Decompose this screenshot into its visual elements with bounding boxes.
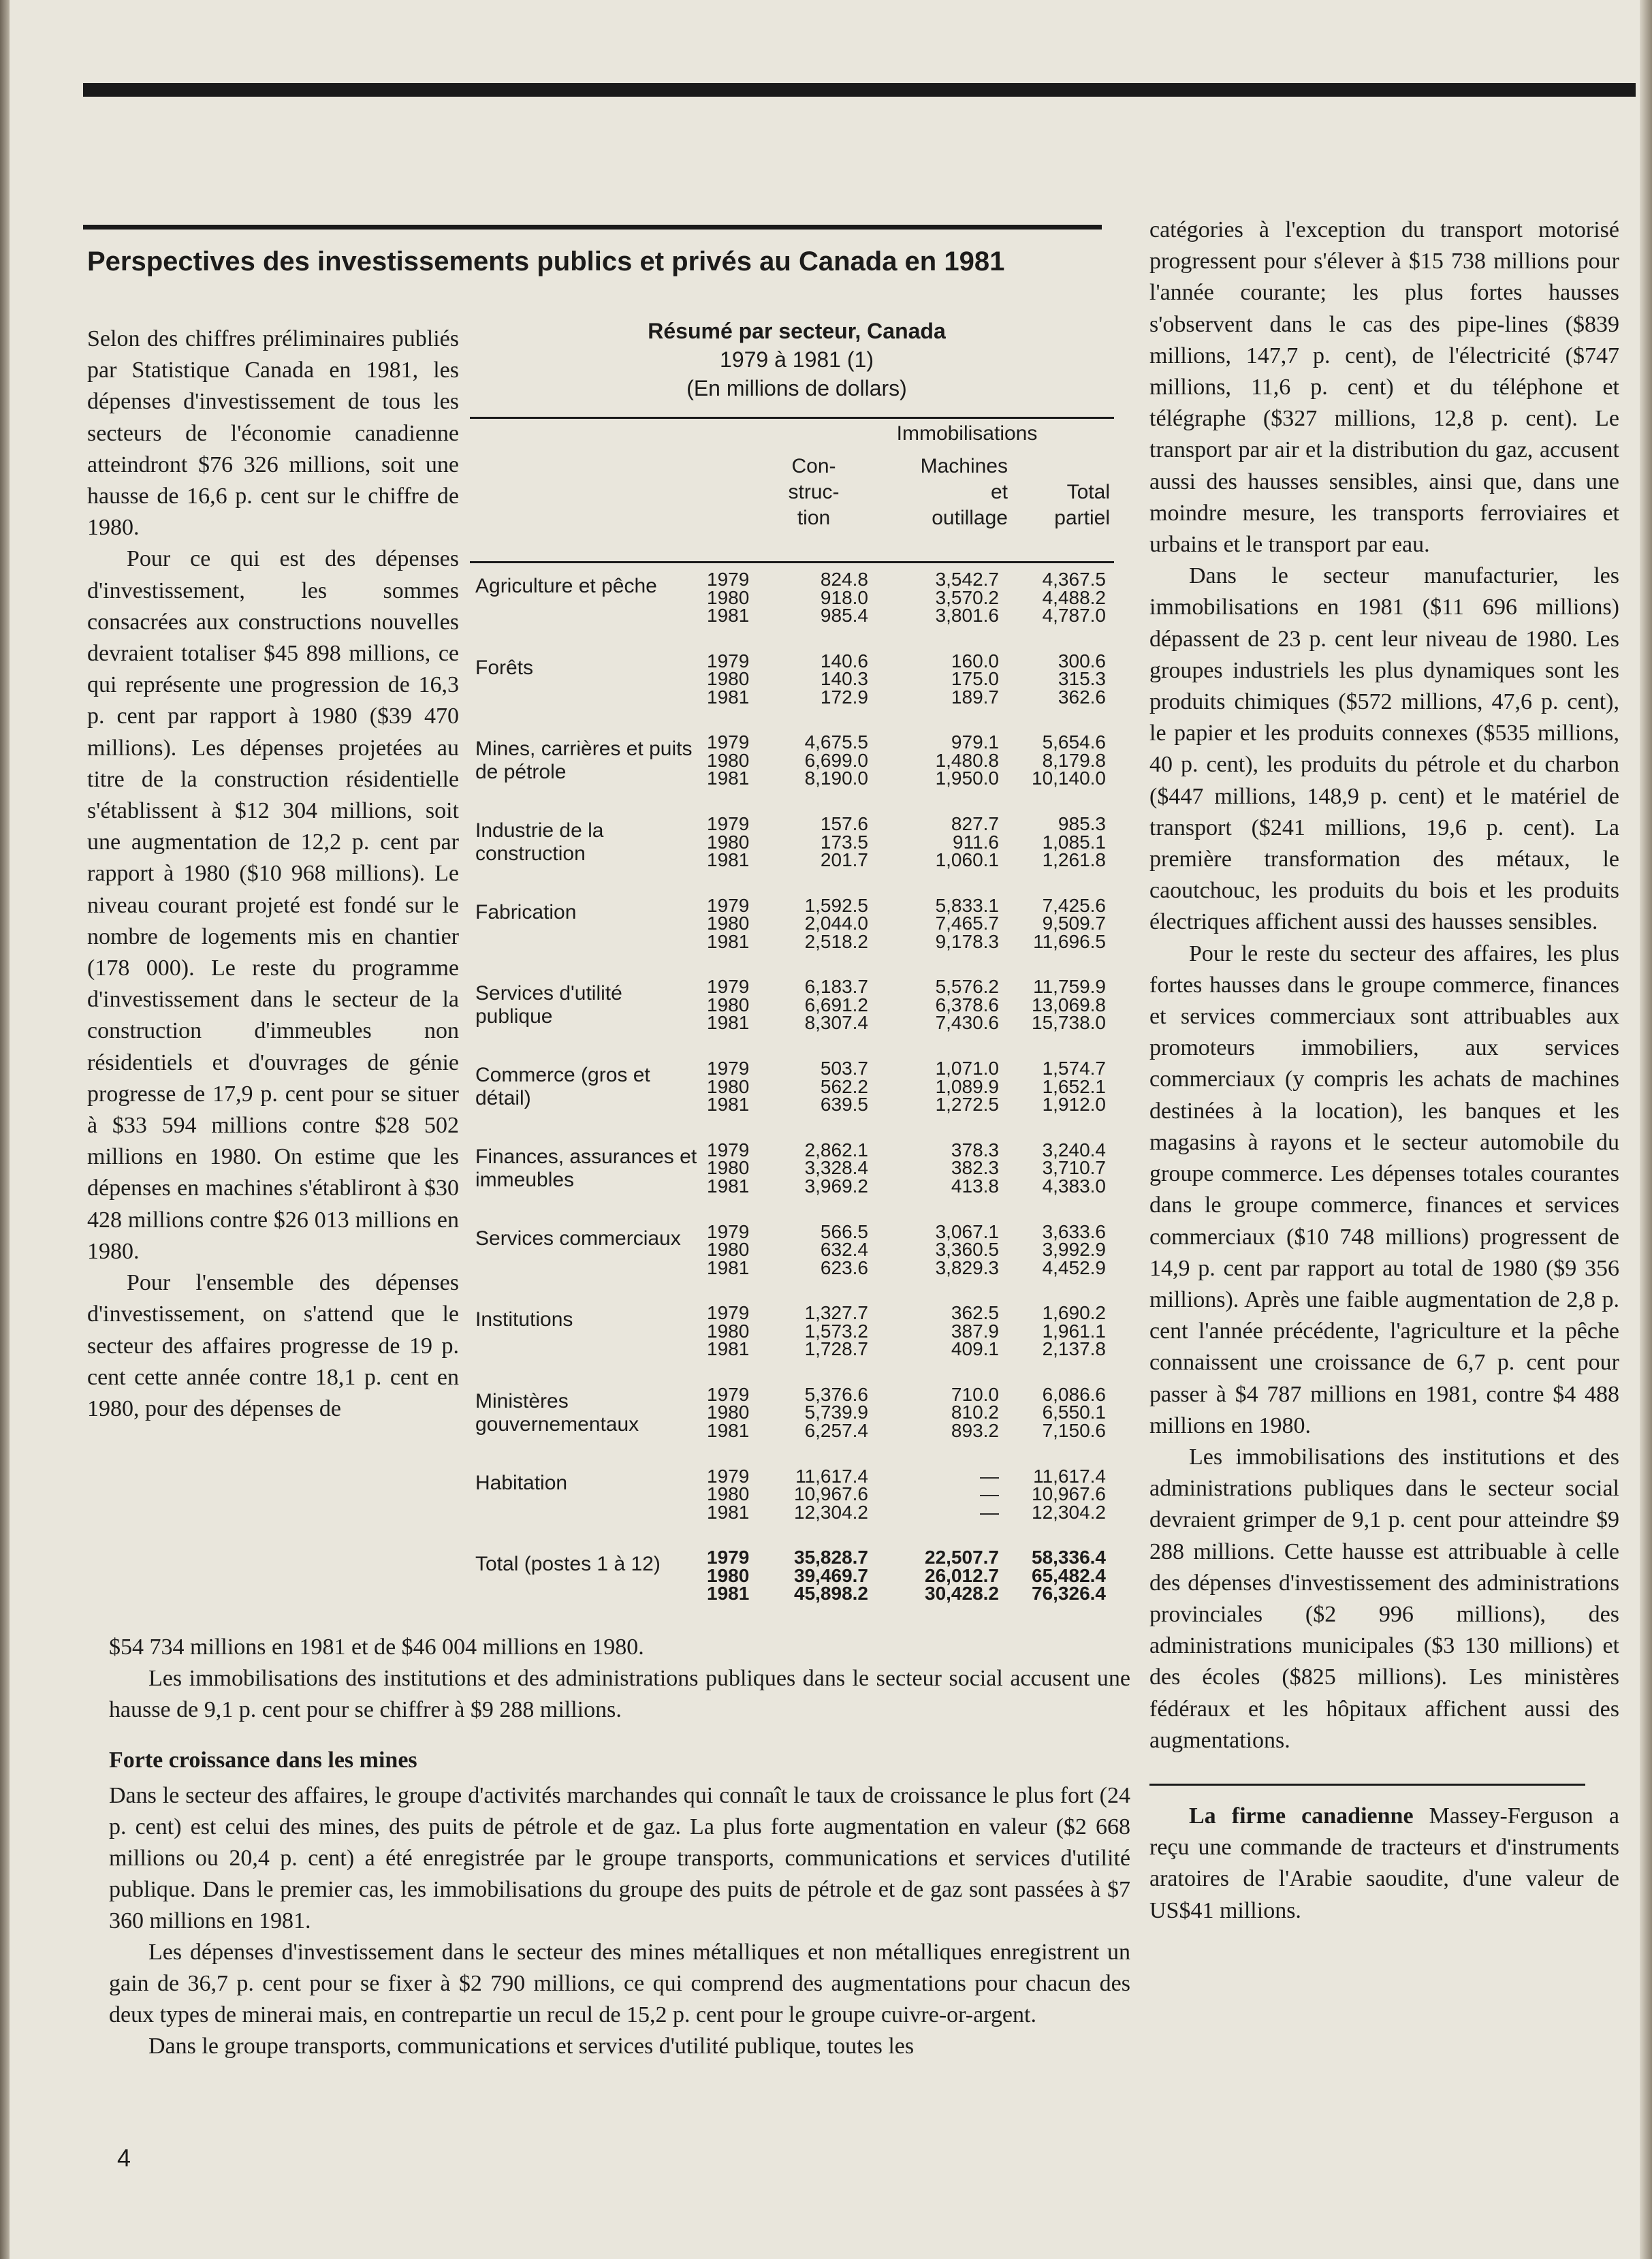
table-group (470, 1060, 1114, 1114)
machines-cell: 382.3 (951, 1157, 999, 1179)
total-cell: 4,787.0 (1042, 605, 1106, 626)
year-cell: 1980 (707, 749, 750, 771)
construction-cell: 1,573.2 (804, 1320, 868, 1342)
table-row (470, 978, 1114, 996)
machines-cell: 5,833.1 (935, 894, 999, 916)
left-column (87, 323, 459, 1425)
construction-cell: 918.0 (820, 586, 868, 608)
paragraph: Les dépenses d'investissement dans le secteur des mines métalliques et non métalliques enregistrent un gain de 36,7 p. cent pour se fixer à $2 790 millions, ce qui comprend des augmentations pour chacun des deux types de minerai mais, en contrepartie un recul de 15,2 p. cent pour le groupe cuivre-or-argent. (109, 1940, 1130, 2027)
machines-cell: 378.3 (951, 1139, 999, 1160)
construction-cell: 172.9 (820, 686, 868, 708)
machines-cell: 409.1 (951, 1338, 999, 1360)
total-cell: 11,696.5 (1033, 930, 1106, 952)
construction-cell: 4,675.5 (804, 731, 868, 753)
construction-cell: 10,967.6 (794, 1483, 868, 1505)
paragraph: Les immobilisations des institutions et des administrations publiques dans le secteur social devraient grimper de 9,1 p. cent pour atteindre $9 288 millions. Cette hausse est attribuable à celle des dépenses d'investissement des administrations provinciales ($2 996 millions), des administrations municipales ($3 130 millions) et des écoles ($825 millions). Les ministères fédéraux et les hôpitaux affichent aussi des augmentations. (1149, 1444, 1619, 1753)
article-title: Perspectives des investissements publics et privés au Canada en 1981 (87, 247, 1005, 277)
construction-cell: 5,376.6 (804, 1383, 868, 1405)
construction-cell: 173.5 (820, 831, 868, 853)
year-cell: 1979 (707, 813, 750, 835)
year-cell: 1980 (707, 668, 750, 690)
news-lead: La firme canadienne (1189, 1803, 1414, 1829)
table-row (470, 1014, 1114, 1032)
table-row (470, 996, 1114, 1015)
year-cell: 1981 (707, 1583, 750, 1605)
construction-cell: 8,190.0 (804, 768, 868, 789)
total-cell: 6,086.6 (1042, 1383, 1106, 1405)
table-group (470, 652, 1114, 707)
construction-cell: 3,328.4 (804, 1157, 868, 1179)
year-cell: 1980 (707, 994, 750, 1015)
total-cell: 1,652.1 (1042, 1075, 1106, 1097)
column-header-total: Total partiel (1054, 481, 1110, 529)
total-cell: 1,690.2 (1042, 1302, 1106, 1324)
construction-cell: 201.7 (820, 849, 868, 871)
table-row (470, 1549, 1114, 1567)
year-cell: 1980 (707, 1483, 750, 1505)
construction-cell: 2,862.1 (804, 1139, 868, 1160)
machines-cell: 1,272.5 (935, 1094, 999, 1116)
year-cell: 1979 (707, 1220, 750, 1242)
total-cell: 6,550.1 (1042, 1402, 1106, 1423)
table-row (470, 1320, 1114, 1342)
table-group (470, 1304, 1114, 1359)
sector-label: Fabrication (475, 900, 577, 923)
sector-label: Industrie de la construction (475, 819, 604, 866)
sector-label: Total (postes 1 à 12) (475, 1553, 661, 1576)
table-rule (470, 561, 1114, 563)
paragraph: Pour ce qui est des dépenses d'investissement, les sommes consacrées aux constructions nouvelles devraient totaliser $45 898 millions, ce qui représente une progression de 16,3 p. cent par rapport à 1980 ($39 470 millions). Les dépenses projetées au titre de la construction résidentielle s'établissent à $12 304 millions, soit une augmentation de 12,2 p. cent par rapport à 1980 ($10 968 millions). Le niveau courant projeté est fondé sur le nombre de logements mis en chantier (178 000). Le reste du programme d'investissement dans le secteur de la construction d'immeubles non résidentiels et d'ouvrages de génie progresse de 17,9 p. cent pour se situer à $33 594 millions contre $28 502 millions en 1980. On estime que les dépenses en machines s'établiront à $30 428 millions contre $26 013 millions en 1980. (87, 546, 459, 1264)
year-cell: 1980 (707, 1157, 750, 1179)
machines-cell: 3,360.5 (935, 1239, 999, 1260)
total-cell: 1,961.1 (1042, 1320, 1106, 1342)
table-row (470, 1383, 1114, 1405)
year-cell: 1980 (707, 1402, 750, 1423)
table-group (470, 1549, 1114, 1603)
table-row (470, 930, 1114, 952)
construction-cell: 1,327.7 (804, 1302, 868, 1324)
construction-cell: 5,739.9 (804, 1402, 868, 1423)
machines-cell: 979.1 (951, 731, 999, 753)
table-row (470, 1485, 1114, 1504)
construction-cell: 2,044.0 (804, 913, 868, 934)
year-cell: 1980 (707, 1320, 750, 1342)
machines-cell: 30,428.2 (925, 1583, 999, 1605)
total-cell: 65,482.4 (1032, 1564, 1106, 1586)
year-cell: 1981 (707, 686, 750, 708)
total-cell: 315.3 (1058, 668, 1106, 690)
year-cell: 1979 (707, 1302, 750, 1324)
machines-cell: 3,829.3 (935, 1257, 999, 1278)
machines-cell: 1,071.0 (935, 1058, 999, 1079)
machines-cell: 710.0 (951, 1383, 999, 1405)
column-header-machines: Machines et outillage (920, 455, 1008, 529)
sector-label: Commerce (gros et détail) (475, 1064, 650, 1110)
total-cell: 11,617.4 (1033, 1465, 1106, 1487)
total-cell: 12,304.2 (1032, 1501, 1106, 1523)
machines-cell: 3,067.1 (935, 1220, 999, 1242)
machines-cell: 22,507.7 (925, 1547, 999, 1568)
machines-cell: 1,089.9 (935, 1075, 999, 1097)
total-cell: 5,654.6 (1042, 731, 1106, 753)
construction-cell: 6,691.2 (804, 994, 868, 1015)
total-cell: 3,710.7 (1042, 1157, 1106, 1179)
total-cell: 10,140.0 (1032, 768, 1106, 789)
construction-cell: 632.4 (820, 1239, 868, 1260)
table-group (470, 1383, 1114, 1441)
table-group (470, 571, 1114, 625)
table-units: (En millions de dollars) (686, 376, 907, 400)
year-cell: 1979 (707, 731, 750, 753)
page-number: 4 (117, 2144, 131, 2172)
machines-cell: 189.7 (951, 686, 999, 708)
construction-cell: 39,469.7 (794, 1564, 868, 1586)
table-header (470, 317, 1124, 402)
header-group-label: Immobilisations (896, 422, 1038, 445)
total-cell: 4,488.2 (1042, 586, 1106, 608)
paragraph: $54 734 millions en 1981 et de $46 004 millions en 1980. (109, 1634, 644, 1660)
machines-cell: 1,480.8 (935, 749, 999, 771)
page-right-edge (1640, 0, 1652, 2259)
table-row (470, 1141, 1114, 1160)
table-group (470, 1465, 1114, 1523)
table-row (470, 1465, 1114, 1487)
table-row (470, 815, 1114, 834)
sector-label: Services commerciaux (475, 1227, 681, 1250)
year-cell: 1981 (707, 1175, 750, 1197)
construction-cell: 140.3 (820, 668, 868, 690)
machines-cell: 5,576.2 (935, 976, 999, 998)
construction-cell: 503.7 (820, 1058, 868, 1079)
machines-cell: — (980, 1483, 999, 1505)
table-row (470, 1241, 1114, 1259)
construction-cell: 2,518.2 (804, 930, 868, 952)
paragraph: catégories à l'exception du transport motorisé progressent pour s'élever à $15 738 millions pour l'année courante; les plus fortes hausses s'observent dans le cas des pipe-lines ($839 millions, 147,7 p. cent), de l'électricité ($747 millions, 11,6 p. cent) et du téléphone et télégraphe ($327 millions, 12,8 p. cent). Le transport par air et la distribution du gaz, accusent aussi des hausses sensibles, ainsi que, dans une moindre mesure, les transports ferroviaires et urbains et le transport par eau. (1149, 217, 1619, 558)
machines-cell: 175.0 (951, 668, 999, 690)
year-cell: 1979 (707, 1465, 750, 1487)
construction-cell: 3,969.2 (804, 1175, 868, 1197)
total-cell: 3,240.4 (1042, 1139, 1106, 1160)
year-cell: 1981 (707, 1501, 750, 1523)
table-row (470, 831, 1114, 853)
table-row (470, 652, 1114, 671)
construction-cell: 8,307.4 (804, 1012, 868, 1034)
total-cell: 985.3 (1058, 813, 1106, 835)
right-column (1149, 215, 1619, 1927)
construction-cell: 824.8 (820, 569, 868, 590)
top-rule (83, 83, 1636, 97)
year-cell: 1981 (707, 768, 750, 789)
table-row (470, 670, 1114, 689)
year-cell: 1979 (707, 1383, 750, 1405)
table-row (470, 1419, 1114, 1441)
year-cell: 1980 (707, 831, 750, 853)
year-cell: 1979 (707, 894, 750, 916)
total-cell: 4,383.0 (1042, 1175, 1106, 1197)
paragraph: Selon des chiffres préliminaires publiés par Statistique Canada en 1981, les dépenses d'investissement de tous les secteurs de l'économie canadienne atteindront $76 326 millions, soit une hausse de 16,6 p. cent sur le chiffre de 1980. (87, 326, 459, 541)
machines-cell: 7,465.7 (935, 913, 999, 934)
sector-label: Ministères gouvernementaux (475, 1389, 639, 1436)
total-cell: 1,912.0 (1042, 1094, 1106, 1116)
machines-cell: 1,950.0 (935, 768, 999, 789)
total-cell: 11,759.9 (1033, 976, 1106, 998)
table-group (470, 733, 1114, 788)
machines-cell: 362.5 (951, 1302, 999, 1324)
total-cell: 8,179.8 (1042, 749, 1106, 771)
year-cell: 1979 (707, 1139, 750, 1160)
table-group (470, 894, 1114, 952)
machines-cell: 3,801.6 (935, 605, 999, 626)
machines-cell: 810.2 (951, 1402, 999, 1423)
table-row (470, 1175, 1114, 1197)
table-row (470, 607, 1114, 625)
machines-cell: 26,012.7 (925, 1564, 999, 1586)
year-cell: 1979 (707, 569, 750, 590)
table-row (470, 749, 1114, 771)
year-cell: 1980 (707, 586, 750, 608)
news-divider (1149, 1784, 1585, 1786)
year-cell: 1980 (707, 913, 750, 934)
construction-cell: 6,257.4 (804, 1419, 868, 1441)
table-row (470, 1501, 1114, 1523)
table-row (470, 1585, 1114, 1603)
total-cell: 7,425.6 (1042, 894, 1106, 916)
table-row (470, 1096, 1114, 1114)
year-cell: 1979 (707, 1547, 750, 1568)
year-cell: 1979 (707, 650, 750, 672)
year-cell: 1980 (707, 1075, 750, 1097)
machines-cell: — (980, 1465, 999, 1487)
construction-cell: 140.6 (820, 650, 868, 672)
machines-cell: 893.2 (951, 1419, 999, 1441)
bottom-text-block (109, 1632, 1130, 2062)
sector-label: Habitation (475, 1471, 568, 1494)
column-header-construction: Con- struc- tion (788, 455, 840, 529)
table-group (470, 1220, 1114, 1278)
construction-cell: 1,728.7 (804, 1338, 868, 1360)
table-group (470, 978, 1114, 1032)
total-cell: 76,326.4 (1032, 1583, 1106, 1605)
machines-cell: 3,542.7 (935, 569, 999, 590)
machines-cell: — (980, 1501, 999, 1523)
total-cell: 4,367.5 (1042, 569, 1106, 590)
year-cell: 1979 (707, 1058, 750, 1079)
construction-cell: 566.5 (820, 1220, 868, 1242)
total-cell: 2,137.8 (1042, 1338, 1106, 1360)
total-cell: 10,967.6 (1032, 1483, 1106, 1505)
machines-cell: 1,060.1 (935, 849, 999, 871)
table-row (470, 1304, 1114, 1323)
year-cell: 1981 (707, 849, 750, 871)
construction-cell: 11,617.4 (795, 1465, 868, 1487)
year-cell: 1981 (707, 1012, 750, 1034)
table-row (470, 733, 1114, 752)
page-gutter (0, 0, 10, 2259)
table-row (470, 1259, 1114, 1278)
paragraph: Dans le secteur des affaires, le groupe d'activités marchandes qui connaît le taux de croissance le plus fort (24 p. cent) est celui des mines, des puits de pétrole et de gaz. La plus forte augmentation en valeur ($2 668 millions ou 20,4 p. cent) a été enregistrée par le groupe transports, communications et services d'utilité publique. Dans le premier cas, les immobilisations du groupe des puits de pétrole et de gaz sont passées à $7 360 millions en 1981. (109, 1783, 1130, 1933)
year-cell: 1980 (707, 1564, 750, 1586)
machines-cell: 9,178.3 (935, 930, 999, 952)
table-row (470, 915, 1114, 933)
construction-cell: 562.2 (820, 1075, 868, 1097)
construction-cell: 6,183.7 (804, 976, 868, 998)
machines-cell: 6,378.6 (935, 994, 999, 1015)
table-row (470, 851, 1114, 870)
construction-cell: 157.6 (820, 813, 868, 835)
construction-cell: 6,699.0 (804, 749, 868, 771)
table-row (470, 894, 1114, 916)
machines-cell: 160.0 (951, 650, 999, 672)
sector-label: Institutions (475, 1308, 573, 1331)
paragraph: Pour le reste du secteur des affaires, les plus fortes hausses dans le groupe commerce, finances et services commerciaux sont attribuables aux promoteurs immobiliers, aux services commerciaux (y compris les achats de machines destinées à la location), les banques et les magasins à rayons et le secteur automobile du groupe commerce. Les dépenses totales courantes dans le groupe commerce, finances et services commerciaux ($10 748 millions) progressent de 14,9 p. cent par rapport au total de 1980 ($9 356 millions). Après une faible augmentation de 2,8 p. cent l'année précédente, l'agriculture et la pêche connaissent une croissance de 6,7 p. cent pour passer à $4 787 millions en 1981, contre $4 488 millions en 1980. (1149, 941, 1619, 1438)
construction-cell: 623.6 (820, 1257, 868, 1278)
paragraph: Pour l'ensemble des dépenses d'investissement, on s'attend que le secteur des affaires progresse de 19 p. cent cette année contre 18,1 p. cent en 1980, pour des dépenses de (87, 1270, 459, 1421)
year-cell: 1981 (707, 605, 750, 626)
sector-label: Forêts (475, 656, 534, 679)
construction-cell: 985.4 (820, 605, 868, 626)
construction-cell: 639.5 (820, 1094, 868, 1116)
total-cell: 1,261.8 (1042, 849, 1106, 871)
sector-label: Services d'utilité publique (475, 982, 622, 1028)
section-rule (83, 225, 1102, 230)
table-subtitle: 1979 à 1981 (1) (720, 347, 874, 372)
table-row (470, 770, 1114, 788)
table-rule (470, 417, 1114, 419)
total-cell: 1,085.1 (1042, 831, 1106, 853)
year-cell: 1981 (707, 930, 750, 952)
total-cell: 13,069.8 (1032, 994, 1106, 1015)
year-cell: 1981 (707, 1094, 750, 1116)
total-cell: 300.6 (1058, 650, 1106, 672)
table-group (470, 1141, 1114, 1196)
table-row (470, 571, 1114, 589)
machines-cell: 911.6 (953, 831, 999, 853)
table-row (470, 1159, 1114, 1178)
table-row (470, 1075, 1114, 1097)
year-cell: 1981 (707, 1338, 750, 1360)
machines-cell: 387.9 (951, 1320, 999, 1342)
total-cell: 4,452.9 (1042, 1257, 1106, 1278)
paragraph: Dans le secteur manufacturier, les immobilisations en 1981 ($11 696 millions) dépassent de 23 p. cent leur niveau de 1980. Les groupes industriels les plus dynamiques sont les produits chimiques ($572 millions, 47,6 p. cent), le papier et les produits connexes ($535 millions, 40 p. cent), les produits du pétrole et du charbon ($447 millions, 148,9 p. cent) et le matériel de transport ($241 millions, 19,6 p. cent). La première transformation des métaux, le caoutchouc, les produits du bois et les produits électriques affichent aussi des hausses sensibles. (1149, 563, 1619, 935)
sector-label: Mines, carrières et puits de pétrole (475, 738, 693, 784)
section-heading: Forte croissance dans les mines (109, 1748, 417, 1773)
year-cell: 1979 (707, 976, 750, 998)
table-row (470, 1220, 1114, 1242)
table-row (470, 686, 1114, 708)
construction-cell: 45,898.2 (794, 1583, 868, 1605)
table-title: Résumé par secteur, Canada (648, 319, 946, 343)
construction-cell: 1,592.5 (804, 894, 868, 916)
total-cell: 15,738.0 (1032, 1012, 1106, 1034)
year-cell: 1980 (707, 1239, 750, 1260)
machines-cell: 827.7 (951, 813, 999, 835)
sector-label: Agriculture et pêche (475, 575, 657, 597)
machines-cell: 3,570.2 (935, 586, 999, 608)
paragraph: Les immobilisations des institutions et des administrations publiques dans le secteur social accusent une hausse de 9,1 p. cent pour se chiffrer à $9 288 millions. (109, 1666, 1130, 1722)
total-cell: 58,336.4 (1032, 1547, 1106, 1568)
table-row (470, 1060, 1114, 1078)
total-cell: 1,574.7 (1042, 1058, 1106, 1079)
total-cell: 7,150.6 (1042, 1419, 1106, 1441)
sector-label: Finances, assurances et immeubles (475, 1145, 697, 1191)
total-cell: 3,992.9 (1042, 1239, 1106, 1260)
machines-cell: 413.8 (951, 1175, 999, 1197)
news-item (1149, 1801, 1619, 1927)
table-column-headers (470, 421, 1114, 530)
construction-cell: 35,828.7 (794, 1547, 868, 1568)
news-text: Massey-Ferguson a reçu une commande de tracteurs et d'instruments aratoires de l'Arabie saoudite, d'une valeur de US$41 millions. (1149, 1803, 1620, 1923)
total-cell: 3,633.6 (1042, 1220, 1106, 1242)
year-cell: 1981 (707, 1419, 750, 1441)
table-group (470, 815, 1114, 870)
year-cell: 1981 (707, 1257, 750, 1278)
total-cell: 9,509.7 (1042, 913, 1106, 934)
paragraph: Dans le groupe transports, communications et services d'utilité publique, toutes les (148, 2034, 915, 2059)
table-row (470, 1404, 1114, 1422)
table-body (470, 571, 1114, 1630)
construction-cell: 12,304.2 (794, 1501, 868, 1523)
total-cell: 362.6 (1058, 686, 1106, 708)
table-row (470, 1340, 1114, 1359)
machines-cell: 7,430.6 (935, 1012, 999, 1034)
